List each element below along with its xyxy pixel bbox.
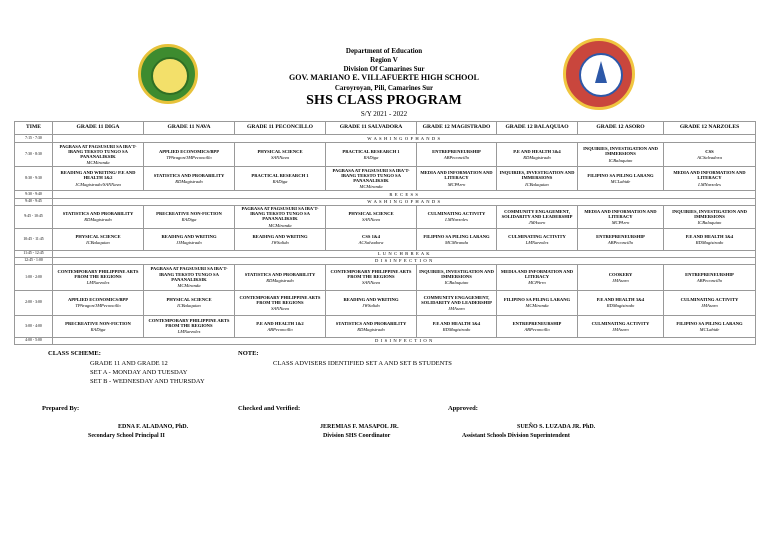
teacher-name: RDMagistrado <box>695 239 724 245</box>
subject-name: CULMINATING ACTIVITY <box>508 233 566 239</box>
teacher-name: RDMagistrado <box>357 326 385 332</box>
subject-name: PHYSICAL SCIENCE <box>348 211 394 217</box>
subject-name: COMMUNITY ENGAGEMENT, SOLIDARITY AND LEADERSHIP <box>501 208 573 219</box>
subject-name: COOKERY <box>608 271 633 277</box>
teacher-name: MCMiranda <box>86 160 110 166</box>
table-row <box>15 206 756 229</box>
column-header: GRADE 12 BALAQUIAO <box>497 122 578 135</box>
subject-cell <box>326 290 417 315</box>
subject-cell <box>53 290 144 315</box>
column-header: GRADE 12 NARZOLES <box>664 122 756 135</box>
signatory-title: Assistant Schools Division Superintendent <box>462 433 570 439</box>
time-cell: 7:15 - 7:30 <box>15 135 53 143</box>
subject-cell <box>664 143 756 167</box>
disinfection-banner: D I S I N F E C T I O N <box>53 337 756 344</box>
time-cell: 9:30 - 9:40 <box>15 191 53 199</box>
time-cell: 4:00 - 5:00 <box>15 337 53 344</box>
subject-cell <box>144 167 235 191</box>
subject-name: PAGBASA AT PAGSUSURI SA IBA'T-IBANG TEKSTO TUNGO SA PANANALIKSIK <box>241 206 319 222</box>
class-scheme-label: CLASS SCHEME: <box>48 350 101 357</box>
subject-cell <box>235 143 326 167</box>
subject-name: STATISTICS AND PROBABILITY <box>153 172 225 178</box>
table-row <box>15 337 756 344</box>
disinfection-banner: D I S I N F E C T I O N <box>53 257 756 264</box>
teacher-name: MCPArro <box>611 220 630 225</box>
subject-name: P.E AND HEALTH 3&4 <box>513 148 561 154</box>
teacher-name: RDMagistrado <box>175 179 203 184</box>
subject-name: COMMUNITY ENGAGEMENT, SOLIDARITY AND LEADERSHIP <box>421 294 492 305</box>
column-header: GRADE 11 NAVA <box>144 122 235 135</box>
teacher-name: JWSalido <box>362 303 380 309</box>
subject-name: MEDIA AND INFORMATION AND LITERACY <box>673 170 746 181</box>
subject-name: APPLIED ECONOMICS/BPP <box>158 148 220 154</box>
subject-cell <box>497 315 578 337</box>
teacher-name: MCMiranda <box>359 184 383 190</box>
teacher-name: MCLabide <box>699 326 720 332</box>
subject-cell <box>235 167 326 191</box>
scheme-line: SET B - WEDNESDAY AND THURSDAY <box>90 378 205 385</box>
time-cell: 1:00 - 2:00 <box>15 264 53 290</box>
time-cell: 9:45 - 10:45 <box>15 206 53 229</box>
teacher-name: ICBalaquiao <box>86 239 110 245</box>
header-row <box>15 122 756 135</box>
teacher-name: LMNarzoles <box>86 280 110 286</box>
lunch-break-banner: L U N C H B R E A K <box>53 250 756 257</box>
signatory-title: Secondary School Principal II <box>88 433 165 439</box>
teacher-name: SANNava <box>271 305 289 311</box>
time-cell: 11:45 - 12:45 <box>15 250 53 257</box>
subject-name: CULMINATING ACTIVITY <box>427 211 486 217</box>
subject-name: CONTEMPORARY PHILIPPINE ARTS FROM THE REGIONS <box>57 269 139 280</box>
teacher-name: JCMagistrado/SANNava <box>75 181 121 187</box>
approved-label: Approved: <box>448 405 478 412</box>
teacher-name: ACSalvadora <box>358 239 384 245</box>
subject-name: STATISTICS AND PROBABILITY <box>335 320 407 326</box>
teacher-name: TPAragon/JMPeconcillo <box>166 155 212 160</box>
subject-cell <box>235 264 326 290</box>
subject-cell <box>664 315 756 337</box>
teacher-name: LMNarzoles <box>445 217 468 223</box>
subject-cell <box>664 290 756 315</box>
teacher-name: MCMiranda <box>445 239 468 245</box>
subject-name: INQUIRIES, INVESTIGATION AND IMMERSIONS <box>583 146 658 157</box>
subject-name: ENTREPRENEURSHIP <box>685 271 734 277</box>
subject-cell <box>144 228 235 250</box>
subject-cell <box>53 228 144 250</box>
subject-name: P.E AND HEALTH 3&4 <box>596 297 645 303</box>
subject-name: CONTEMPORARY PHILIPPINE ARTS FROM THE REGIONS <box>239 294 321 305</box>
school-name: GOV. MARIANO E. VILLAFUERTE HIGH SCHOOL <box>289 73 479 82</box>
subject-cell <box>497 264 578 290</box>
washing-hands-banner: W A S H I N G O F H A N D S <box>53 135 756 143</box>
time-cell: 9:40 - 9:45 <box>15 199 53 206</box>
teacher-name: RDMagistrado <box>442 326 471 332</box>
subject-name: FILIPINO SA PILING LARANG <box>676 320 743 326</box>
subject-name: MEDIA AND INFORMATION AND LITERACY <box>500 269 574 280</box>
table-row <box>15 250 756 257</box>
subject-cell <box>664 264 756 290</box>
department-line: Department of Education <box>345 47 423 55</box>
column-header: GRADE 11 SALVADORA <box>326 122 417 135</box>
teacher-name: SANNava <box>271 155 289 160</box>
subject-name: PRECREATIVE NON-FICTION <box>156 211 222 217</box>
subject-name: P.E AND HEALTH 3&4 <box>432 320 481 326</box>
subject-name: ENTREPRENEURSHIP <box>432 148 481 154</box>
time-cell: 2:00 - 3:00 <box>15 290 53 315</box>
school-year: S/Y 2021 - 2022 <box>360 110 408 118</box>
subject-name: CONTEMPORARY PHILIPPINE ARTS FROM THE REGIONS <box>330 269 412 280</box>
subject-cell <box>664 167 756 191</box>
teacher-name: ICBalaquiao <box>444 280 469 286</box>
teacher-name: MCPArro <box>528 280 546 286</box>
subject-name: READING AND WRITING <box>343 297 399 303</box>
table-row <box>15 257 756 264</box>
teacher-name: LMNarzoles <box>698 181 721 187</box>
subject-name: STATISTICS AND PROBABILITY <box>62 211 134 217</box>
subject-cell <box>326 143 417 167</box>
subject-name: ENTREPRENEURSHIP <box>596 233 645 239</box>
teacher-name: RADiga <box>363 155 379 160</box>
subject-cell <box>326 206 417 229</box>
subject-cell <box>53 315 144 337</box>
subject-name: P.E AND HEALTH 1&2 <box>256 320 304 326</box>
teacher-name: RDMagistrado <box>523 155 551 160</box>
teacher-name: ICBalaquiao <box>177 303 201 309</box>
subject-cell <box>578 290 664 315</box>
teacher-name: SANNava <box>362 280 380 286</box>
subject-cell <box>417 290 497 315</box>
column-header: TIME <box>15 122 53 135</box>
subject-cell <box>664 228 756 250</box>
teacher-name: LMNarzoles <box>525 239 549 245</box>
time-cell: 10:45 - 11:45 <box>15 228 53 250</box>
note-text: CLASS ADVISERS IDENTIFIED SET A AND SET B STUDENTS <box>273 360 452 367</box>
note-label: NOTE: <box>238 350 259 357</box>
subject-cell <box>326 228 417 250</box>
teacher-name: MCMiranda <box>177 283 201 289</box>
teacher-name: MCLabide <box>610 179 631 184</box>
subject-cell <box>326 315 417 337</box>
subject-cell <box>235 206 326 229</box>
table-row <box>15 143 756 167</box>
subject-cell <box>578 264 664 290</box>
subject-cell <box>235 228 326 250</box>
teacher-name: TPAragon/JMPeconcillo <box>75 303 121 309</box>
subject-name: READING AND WRITING <box>161 233 217 239</box>
time-cell: 7:30 - 8:30 <box>15 143 53 167</box>
subject-cell <box>144 264 235 290</box>
subject-name: READING AND WRITING <box>252 233 308 239</box>
signatory-name: EDNA F. ALADANO, PhD. <box>118 424 189 430</box>
teacher-name: RDMagistrado <box>84 217 112 223</box>
subject-name: PRACTICAL RESEARCH 1 <box>251 172 309 178</box>
subject-name: PRECREATIVE NON-FICTION <box>65 320 131 326</box>
column-header: GRADE 11 PECONCILLO <box>235 122 326 135</box>
teacher-name: RDMagistrado <box>606 303 635 309</box>
teacher-name: MCMiranda <box>525 303 549 309</box>
subject-cell <box>664 206 756 229</box>
column-header: GRADE 12 MAGISTRADO <box>417 122 497 135</box>
teacher-name: RADiga <box>181 217 197 223</box>
subject-cell <box>53 206 144 229</box>
subject-cell <box>578 228 664 250</box>
subject-name: FILIPINO SA PILING LARANG <box>587 172 654 178</box>
subject-cell <box>578 206 664 229</box>
page-title: SHS CLASS PROGRAM <box>306 93 462 108</box>
subject-name: INQUIRIES, INVESTIGATION AND IMMERSIONS <box>672 208 747 219</box>
table-row <box>15 290 756 315</box>
subject-cell <box>578 315 664 337</box>
subject-cell <box>53 167 144 191</box>
subject-cell <box>417 167 497 191</box>
subject-cell <box>144 315 235 337</box>
teacher-name: MCMiranda <box>268 222 292 228</box>
subject-cell <box>417 143 497 167</box>
signatory-name: SUEÑO S. LUZADA JR. PhD. <box>517 424 596 430</box>
subject-cell <box>144 290 235 315</box>
teacher-name: ICBalaquiao <box>525 181 549 187</box>
column-header: GRADE 12 ASORO <box>578 122 664 135</box>
subject-name: MEDIA AND INFORMATION AND LITERACY <box>584 208 657 219</box>
time-cell: 12:45 - 1:00 <box>15 257 53 264</box>
table-row <box>15 199 756 206</box>
teacher-name: ABPeconcillo <box>607 239 634 245</box>
subject-name: APPLIED ECONOMICS/BPP <box>67 297 129 303</box>
signatory-title: Division SHS Coordinator <box>323 433 391 439</box>
subject-name: CULMINATING ACTIVITY <box>680 297 739 303</box>
subject-name: PAGBASA AT PAGSUSURI SA IBA'T-IBANG TEKSTO TUNGO SA PANANALIKSIK <box>332 167 410 183</box>
subject-cell <box>497 143 578 167</box>
subject-cell <box>235 290 326 315</box>
subject-name: CSS 1&4 <box>362 233 380 239</box>
subject-cell <box>497 228 578 250</box>
teacher-name: ABPeconcillo <box>524 326 550 332</box>
subject-name: MEDIA AND INFORMATION AND LITERACY <box>420 170 493 181</box>
teacher-name: RDMagistrado <box>266 277 294 283</box>
table-row <box>15 264 756 290</box>
region-line: Region V <box>370 56 398 64</box>
subject-cell <box>497 206 578 229</box>
subject-cell <box>235 315 326 337</box>
teacher-name: JMAsoro <box>612 326 629 332</box>
subject-name: PHYSICAL SCIENCE <box>166 297 212 303</box>
teacher-name: JJMagistrado <box>176 239 202 245</box>
subject-name: CULMINATING ACTIVITY <box>591 320 650 326</box>
teacher-name: ABPeconcillo <box>443 155 470 160</box>
subject-cell <box>417 206 497 229</box>
teacher-name: RADiga <box>90 326 106 332</box>
class-scheme <box>48 350 101 358</box>
subject-cell <box>578 143 664 167</box>
teacher-name: LMNarzoles <box>177 329 201 335</box>
column-header: GRADE 11 DIGA <box>53 122 144 135</box>
scheme-line: GRADE 11 AND GRADE 12 <box>90 360 168 367</box>
subject-cell <box>326 264 417 290</box>
subject-name: PRACTICAL RESEARCH 1 <box>342 148 400 154</box>
teacher-name: ABPeconcillo <box>267 326 293 332</box>
subject-cell <box>53 143 144 167</box>
table-row <box>15 228 756 250</box>
signatory-name: JEREMIAS F. MASAPOL JR. <box>320 424 399 430</box>
subject-cell <box>144 143 235 167</box>
recess-banner: R E C E S S <box>53 191 756 199</box>
school-address: Caroyroyan, Pili, Camarines Sur <box>334 84 434 92</box>
subject-name: STATISTICS AND PROBABILITY <box>244 271 316 277</box>
scheme-line: SET A - MONDAY AND TUESDAY <box>90 369 188 376</box>
teacher-name: ICBalaquiao <box>608 157 633 163</box>
checked-by-label: Checked and Verified: <box>238 405 301 412</box>
teacher-name: MCPArro <box>447 181 466 187</box>
class-program-table <box>14 121 756 345</box>
table-row <box>15 135 756 143</box>
subject-name: INQUIRIES, INVESTIGATION AND IMMERSIONS <box>419 269 494 280</box>
table-row <box>15 167 756 191</box>
subject-name: PHYSICAL SCIENCE <box>75 233 121 239</box>
subject-cell <box>417 264 497 290</box>
subject-name: P.E AND HEALTH 3&4 <box>685 233 734 239</box>
subject-name: FILIPINO SA PILING LARANG <box>503 297 571 303</box>
teacher-name: SANNava <box>362 217 380 223</box>
subject-name: FILIPINO SA PILING LARANG <box>423 233 490 239</box>
subject-cell <box>497 290 578 315</box>
subject-name: PAGBASA AT PAGSUSURI SA IBA'T-IBANG TEKSTO TUNGO SA PANANALIKSIK <box>59 143 137 159</box>
subject-cell <box>578 167 664 191</box>
washing-hands-banner: W A S H I N G O F H A N D S <box>53 199 756 206</box>
teacher-name: JWSalido <box>271 239 289 245</box>
subject-name: CONTEMPORARY PHILIPPINE ARTS FROM THE REGIONS <box>148 318 230 329</box>
subject-cell <box>497 167 578 191</box>
teacher-name: ABPeconcillo <box>696 277 723 283</box>
teacher-name: ICBalaquiao <box>697 220 722 225</box>
time-cell: 3:00 - 4:00 <box>15 315 53 337</box>
subject-name: READING AND WRITING/ P.E AND HEALTH 1&2 <box>60 170 136 181</box>
teacher-name: RADiga <box>272 179 288 184</box>
subject-cell <box>53 264 144 290</box>
subject-name: CSS <box>705 148 714 154</box>
document-header <box>0 0 768 122</box>
subject-cell <box>144 206 235 229</box>
subject-name: INQUIRIES, INVESTIGATION AND IMMERSIONS <box>499 170 575 181</box>
subject-name: ENTREPRENEURSHIP <box>512 320 562 326</box>
teacher-name: JMAsoro <box>612 277 629 283</box>
prepared-by-label: Prepared By: <box>42 405 80 412</box>
subject-name: PHYSICAL SCIENCE <box>257 148 303 154</box>
table-row <box>15 315 756 337</box>
subject-cell <box>417 315 497 337</box>
subject-name: PAGBASA AT PAGSUSURI SA IBA'T-IBANG TEKSTO TUNGO SA PANANALIKSIK <box>150 266 228 282</box>
teacher-name: JMAsoro <box>448 305 465 311</box>
table-row <box>15 191 756 199</box>
teacher-name: JMAsoro <box>701 303 718 309</box>
subject-cell <box>326 167 417 191</box>
division-line: Division Of Camarines Sur <box>343 65 425 73</box>
subject-cell <box>417 228 497 250</box>
teacher-name: ACSalvadora <box>697 155 722 160</box>
teacher-name: JMAsoro <box>528 220 546 225</box>
time-cell: 8:30 - 9:30 <box>15 167 53 191</box>
